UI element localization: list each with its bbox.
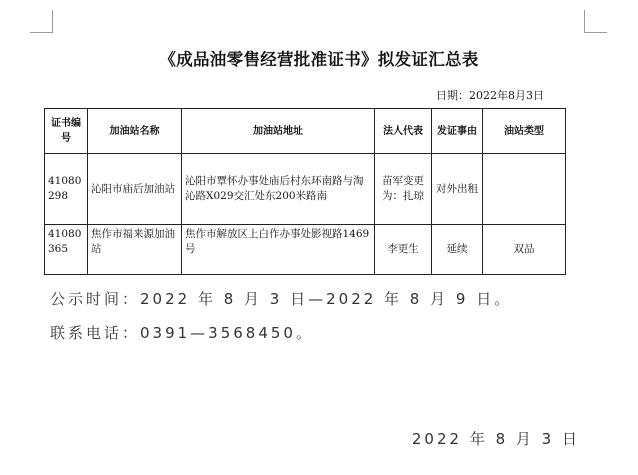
cell-station-type: 双品 <box>483 225 566 275</box>
header-station-name: 加油站名称 <box>88 109 182 154</box>
cell-cert-no: 41080365 <box>45 225 88 275</box>
page-corner-mark-top-left <box>30 10 53 33</box>
cell-legal-rep: 李更生 <box>375 225 432 275</box>
header-cert-no: 证书编号 <box>45 109 88 154</box>
signature-date: 2022 年 8 月 3 日 <box>411 430 580 448</box>
contact-phone-text: 联系电话：0391—3568450。 <box>50 324 314 342</box>
cell-address: 焦作市解放区上白作办事处影视路1469号 <box>182 225 375 275</box>
cell-reason: 延续 <box>432 225 483 275</box>
cell-address: 沁阳市覃怀办事处庙后村东环南路与淘沁路X029交汇处东200米路南 <box>182 154 375 225</box>
cell-station-name: 沁阳市庙后加油站 <box>88 154 182 225</box>
certificate-summary-table <box>44 108 566 275</box>
cell-station-name: 焦作市福来源加油站 <box>88 225 182 275</box>
cell-cert-no: 41080298 <box>45 154 88 225</box>
header-reason: 发证事由 <box>432 109 483 154</box>
publicity-period-text: 公示时间：2022 年 8 月 3 日—2022 年 8 月 9 日。 <box>50 290 513 308</box>
header-address: 加油站地址 <box>182 109 375 154</box>
cell-legal-rep: 苗军变更为：扎琼 <box>375 154 432 225</box>
cell-reason: 对外出租 <box>432 154 483 225</box>
table-header-row <box>45 109 566 154</box>
table-row <box>45 154 566 225</box>
document-title: 《成品油零售经营批准证书》拟发证汇总表 <box>159 50 479 69</box>
cell-station-type <box>483 154 566 225</box>
header-legal-rep: 法人代表 <box>375 109 432 154</box>
document-date: 日期：2022年8月3日 <box>436 89 544 102</box>
table-row <box>45 225 566 275</box>
page-corner-mark-top-right <box>584 10 607 33</box>
header-station-type: 油站类型 <box>483 109 566 154</box>
